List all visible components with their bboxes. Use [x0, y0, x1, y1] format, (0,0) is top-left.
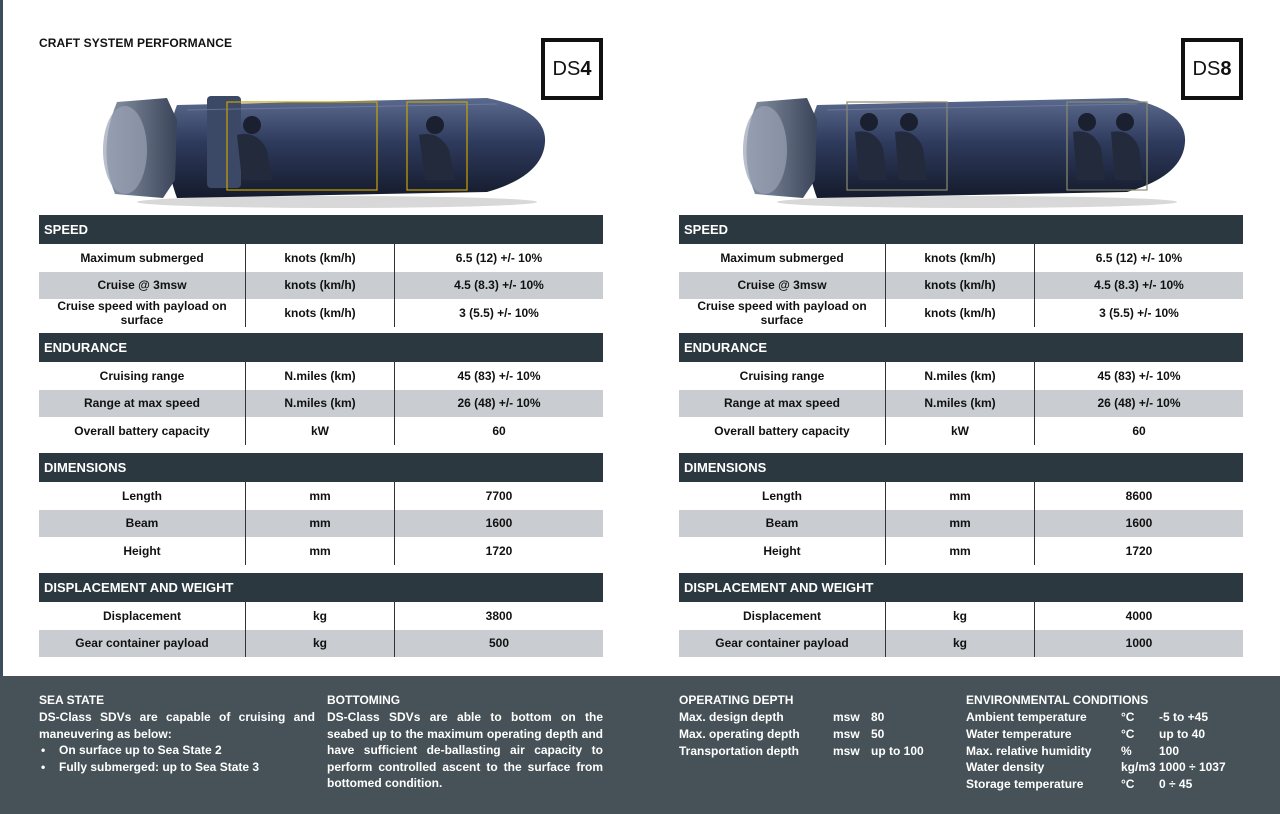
row-value: 6.5 (12) +/- 10% [1095, 250, 1183, 265]
submarine-ds8-illustration [737, 80, 1187, 210]
row-value: 26 (48) +/- 10% [457, 396, 541, 411]
row-unit: knots (km/h) [886, 244, 1035, 272]
row-unit: knots (km/h) [886, 272, 1035, 300]
table-row [679, 362, 1243, 390]
environmental-block [966, 693, 1256, 793]
table-row [679, 390, 1243, 418]
badge-number: 8 [1220, 57, 1232, 80]
row-label: Cruising range [39, 362, 246, 390]
environmental-row [966, 776, 1256, 793]
footer-panel [0, 676, 1280, 814]
row-value: 8600 [1125, 488, 1153, 503]
depth-value: 80 [871, 710, 885, 724]
sea-state-list [39, 742, 315, 775]
table-row [39, 362, 603, 390]
row-value: 3 (5.5) +/- 10% [459, 305, 539, 320]
condition-value: 1000 ÷ 1037 [1159, 760, 1226, 775]
row-label: Gear container payload [39, 630, 246, 658]
row-label: Cruise @ 3msw [679, 272, 886, 300]
row-value: 1000 [1125, 636, 1153, 651]
row-label: Range at max speed [679, 390, 886, 418]
section-header: DISPLACEMENT AND WEIGHT [39, 573, 603, 602]
row-value: 3 (5.5) +/- 10% [1099, 305, 1179, 320]
row-label: Length [679, 482, 886, 510]
row-value: 1720 [485, 543, 513, 558]
environmental-row [966, 759, 1256, 776]
row-unit: N.miles (km) [246, 362, 395, 390]
row-label: Displacement [39, 602, 246, 630]
section-header: DISPLACEMENT AND WEIGHT [679, 573, 1243, 602]
row-label: Overall battery capacity [39, 417, 246, 445]
sea-state-title: SEA STATE [39, 693, 105, 707]
condition-unit: °C [1121, 710, 1135, 724]
row-unit: kg [886, 630, 1035, 658]
row-unit: kg [886, 602, 1035, 630]
row-label: Length [39, 482, 246, 510]
environmental-row [966, 709, 1256, 726]
table-row [39, 537, 603, 565]
row-label: Range at max speed [39, 390, 246, 418]
row-label: Height [39, 537, 246, 565]
left-edge-bar [0, 0, 3, 676]
row-label: Overall battery capacity [679, 417, 886, 445]
condition-unit: % [1121, 743, 1132, 758]
craft-badge [1181, 38, 1243, 100]
condition-label: Ambient temperature [966, 710, 1087, 724]
row-label: Beam [39, 510, 246, 538]
bottoming-block [327, 693, 603, 792]
row-unit: mm [246, 510, 395, 538]
row-value: 4.5 (8.3) +/- 10% [1094, 278, 1184, 293]
page-title: CRAFT SYSTEM PERFORMANCE [39, 36, 233, 50]
condition-value: 100 [1159, 743, 1180, 758]
row-unit: N.miles (km) [246, 390, 395, 418]
row-value: 1600 [1125, 516, 1153, 531]
table-row [39, 602, 603, 630]
depth-value: 50 [871, 726, 885, 741]
row-unit: N.miles (km) [886, 362, 1035, 390]
depth-unit: msw [833, 743, 860, 758]
row-label: Cruising range [679, 362, 886, 390]
row-value: 60 [1132, 423, 1146, 438]
bottoming-title: BOTTOMING [327, 693, 401, 707]
sea-state-text: DS-Class SDVs are capable of cruising and maneuvering as below: [39, 710, 315, 741]
table-row [39, 272, 603, 300]
row-unit: N.miles (km) [886, 390, 1035, 418]
section-header: DIMENSIONS [39, 453, 603, 482]
operating-depth-block [679, 693, 949, 759]
row-value: 500 [488, 636, 510, 651]
row-value: 26 (48) +/- 10% [1097, 396, 1181, 411]
spec-table-dimensions [39, 453, 603, 565]
condition-unit: °C [1121, 726, 1135, 741]
condition-label: Water temperature [966, 726, 1072, 741]
row-unit: knots (km/h) [246, 244, 395, 272]
spec-table-endurance [679, 333, 1243, 445]
craft-badge [541, 38, 603, 100]
row-unit: mm [886, 537, 1035, 565]
table-row [679, 630, 1243, 658]
row-unit: mm [886, 482, 1035, 510]
table-row [39, 482, 603, 510]
depth-label: Max. design depth [679, 710, 784, 724]
table-row [39, 510, 603, 538]
row-value: 1600 [485, 516, 513, 531]
row-value: 1720 [1125, 543, 1153, 558]
table-row [679, 537, 1243, 565]
spec-table-endurance [39, 333, 603, 445]
table-row [39, 299, 603, 327]
row-label: Beam [679, 510, 886, 538]
table-row [679, 244, 1243, 272]
row-label: Maximum submerged [679, 244, 886, 272]
row-label: Gear container payload [679, 630, 886, 658]
row-unit: kW [246, 417, 395, 445]
condition-unit: kg/m3 [1121, 760, 1156, 775]
depth-value: up to 100 [871, 743, 924, 758]
environmental-title: ENVIRONMENTAL CONDITIONS [966, 693, 1149, 707]
depth-label: Max. operating depth [679, 726, 800, 741]
row-unit: mm [246, 537, 395, 565]
section-header: ENDURANCE [39, 333, 603, 362]
table-row [39, 390, 603, 418]
badge-number: 4 [580, 57, 592, 80]
row-unit: knots (km/h) [246, 272, 395, 300]
spec-table-dimensions [679, 453, 1243, 565]
table-row [39, 630, 603, 658]
spec-table-speed [39, 215, 603, 327]
table-row [39, 244, 603, 272]
sea-state-bullet: • Fully submerged: up to Sea State 3 [39, 759, 315, 776]
row-unit: kg [246, 630, 395, 658]
depth-label: Transportation depth [679, 743, 799, 758]
row-unit: knots (km/h) [886, 299, 1035, 327]
row-value: 45 (83) +/- 10% [1097, 368, 1181, 383]
row-unit: kg [246, 602, 395, 630]
environmental-row [966, 726, 1256, 743]
sea-state-block [39, 693, 315, 775]
condition-value: -5 to +45 [1159, 710, 1209, 724]
table-row [679, 602, 1243, 630]
bottoming-text: DS-Class SDVs are able to bottom on the seabed up to the maximum operating depth and have sufficient de-ballasting air capacity to perform controlled ascent to the surface from bottomed condition. [327, 710, 603, 790]
badge-prefix: DS [1192, 57, 1221, 80]
operating-depth-title: OPERATING DEPTH [679, 693, 794, 707]
environmental-list [966, 709, 1256, 793]
environmental-row [966, 743, 1256, 760]
table-row [679, 272, 1243, 300]
row-value: 4000 [1125, 608, 1153, 623]
spec-table-speed [679, 215, 1243, 327]
row-unit: mm [246, 482, 395, 510]
table-row [39, 417, 603, 445]
operating-depth-list [679, 709, 949, 759]
table-row [679, 299, 1243, 327]
row-value: 3800 [485, 608, 513, 623]
condition-value: 0 ÷ 45 [1159, 777, 1193, 792]
row-unit: knots (km/h) [246, 299, 395, 327]
row-value: 4.5 (8.3) +/- 10% [454, 278, 544, 293]
section-header: ENDURANCE [679, 333, 1243, 362]
row-label: Height [679, 537, 886, 565]
row-label: Maximum submerged [39, 244, 246, 272]
sea-state-bullet: • On surface up to Sea State 2 [39, 742, 315, 759]
row-unit: kW [886, 417, 1035, 445]
depth-unit: msw [833, 726, 860, 741]
section-header: DIMENSIONS [679, 453, 1243, 482]
operating-depth-row [679, 726, 949, 743]
row-value: 45 (83) +/- 10% [457, 368, 541, 383]
condition-unit: °C [1121, 777, 1135, 792]
row-value: 7700 [485, 488, 513, 503]
spec-table-displacement-and-weight [679, 573, 1243, 657]
table-row [679, 482, 1243, 510]
row-unit: mm [886, 510, 1035, 538]
row-label: Cruise speed with payload on surface [39, 299, 246, 327]
section-header: SPEED [679, 215, 1243, 244]
spec-table-displacement-and-weight [39, 573, 603, 657]
row-label: Cruise @ 3msw [39, 272, 246, 300]
operating-depth-row [679, 709, 949, 726]
submarine-ds4-illustration [97, 80, 547, 210]
condition-value: up to 40 [1159, 726, 1206, 741]
badge-prefix: DS [552, 57, 581, 80]
row-label: Cruise speed with payload on surface [679, 299, 886, 327]
condition-label: Max. relative humidity [966, 743, 1092, 758]
depth-unit: msw [833, 710, 860, 724]
operating-depth-row [679, 743, 949, 760]
row-label: Displacement [679, 602, 886, 630]
table-row [679, 417, 1243, 445]
row-value: 6.5 (12) +/- 10% [455, 250, 543, 265]
row-value: 60 [492, 423, 506, 438]
condition-label: Storage temperature [966, 777, 1084, 792]
section-header: SPEED [39, 215, 603, 244]
table-row [679, 510, 1243, 538]
condition-label: Water density [966, 760, 1045, 775]
